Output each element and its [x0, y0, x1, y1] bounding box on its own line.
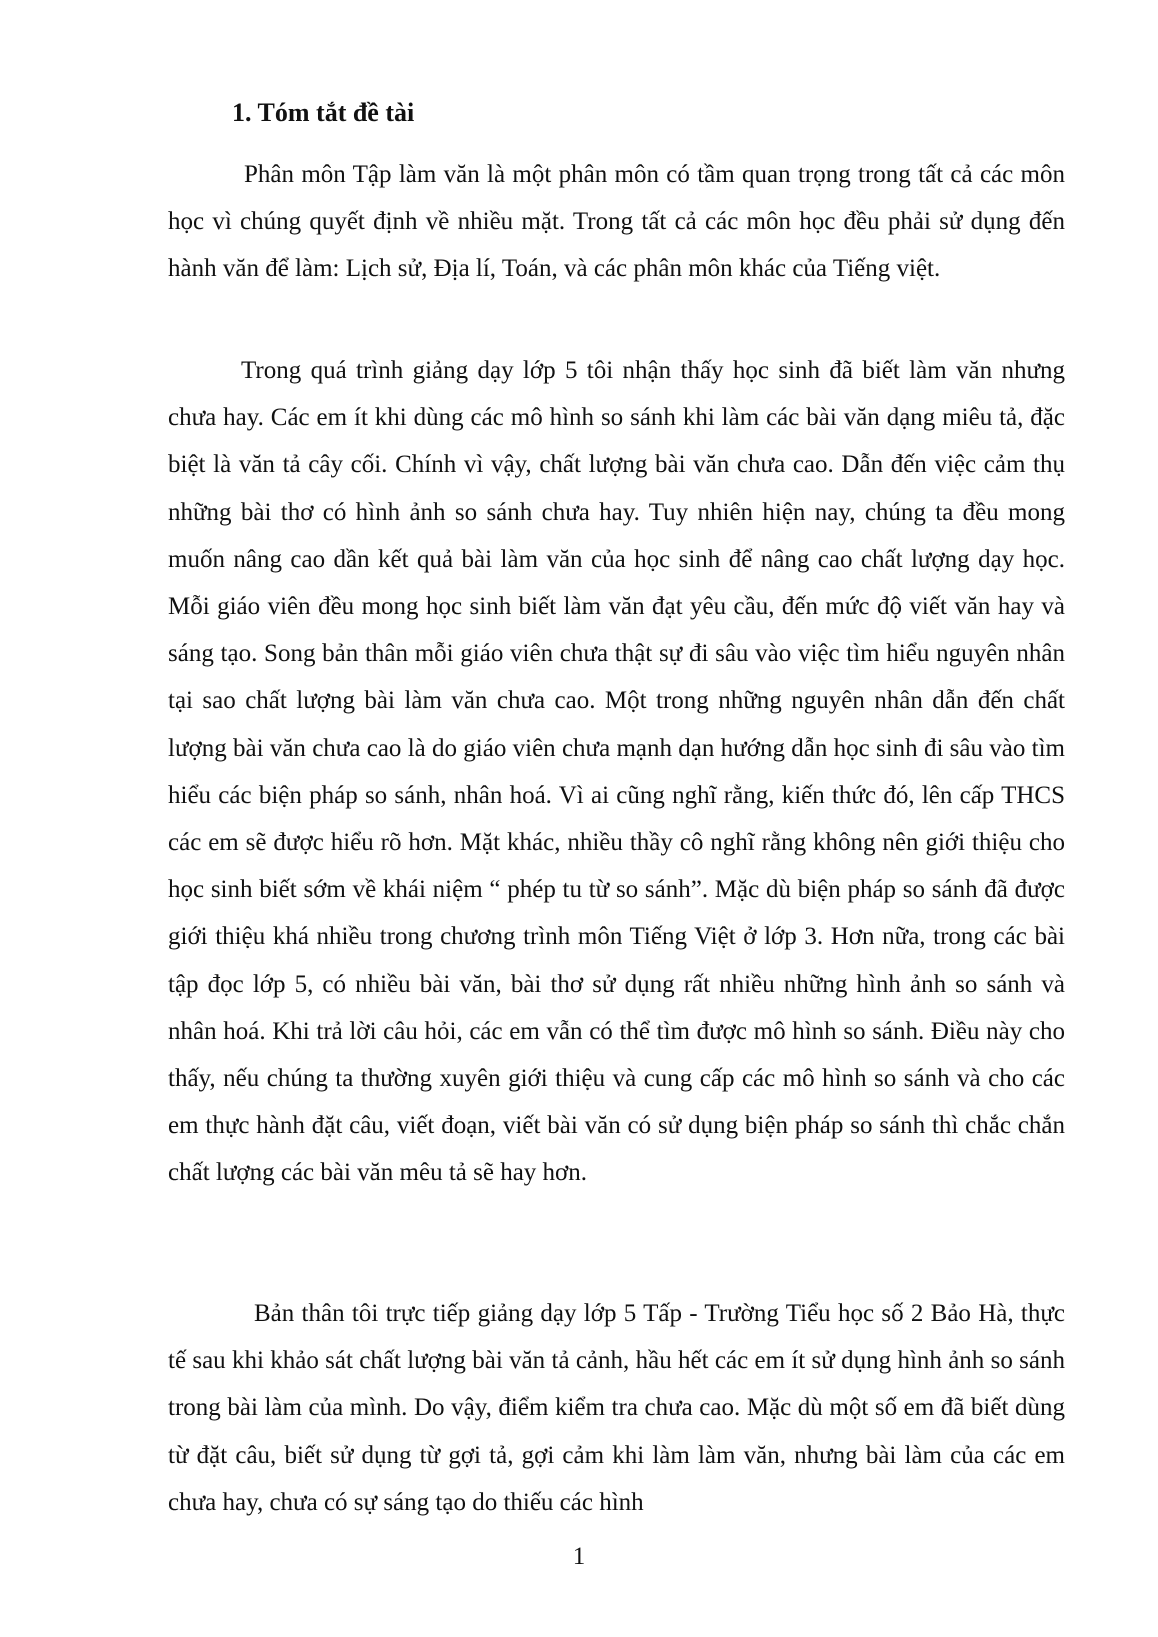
section-heading: 1. Tóm tắt đề tài: [232, 98, 415, 127]
paragraph-1: Phân môn Tập làm văn là một phân môn có tầm quan trọng trong tất cả các môn học vì chúng quyết định về nhiều mặt. Trong tất cả các môn học đều phải sử dụng đến hành văn để làm: Lịch sử, Địa lí, Toán, và các phân môn khác của Tiếng việt.: [168, 161, 1065, 283]
paragraph-2: Trong quá trình giảng dạy lớp 5 tôi nhận thấy học sinh đã biết làm văn nhưng chưa hay. Các em ít khi dùng các mô hình so sánh khi làm các bài văn dạng miêu tả, đặc biệt là văn tả cây cối. Chính vì vậy, chất lượng bài văn chưa cao. Dẫn đến việc cảm thụ những bài thơ có hình ảnh so sánh chưa hay. Tuy nhiên hiện nay, chúng ta đều mong muốn nâng cao dần kết quả bài làm văn của học sinh để nâng cao chất lượng dạy học. Mỗi giáo viên đều mong học sinh biết làm văn đạt yêu cầu, đến mức độ viết văn hay và sáng tạo. Song bản thân mỗi giáo viên chưa thật sự đi sâu vào việc tìm hiểu nguyên nhân tại sao chất lượng bài làm văn chưa cao. Một trong những nguyên nhân dẫn đến chất lượng bài văn chưa cao là do giáo viên chưa mạnh dạn hướng dẫn học sinh đi sâu vào tìm hiểu các biện pháp so sánh, nhân hoá. Vì ai cũng nghĩ rằng, kiến thức đó, lên cấp THCS các em sẽ được hiểu rõ hơn. Mặt khác, nhiều thầy cô nghĩ rằng không nên giới thiệu cho học sinh biết sớm về khái niệm “ phép tu từ so sánh”. Mặc dù biện pháp so sánh đã được giới thiệu khá nhiều trong chương trình môn Tiếng Việt ở lớp 3. Hơn nữa, trong các bài tập đọc lớp 5, có nhiều bài văn, bài thơ sử dụng rất nhiều những hình ảnh so sánh và nhân hoá. Khi trả lời câu hỏi, các em vẫn có thể tìm được mô hình so sánh. Điều này cho thấy, nếu chúng ta thường xuyên giới thiệu và cung cấp các mô hình so sánh và cho các em thực hành đặt câu, viết đoạn, viết bài văn có sử dụng biện pháp so sánh thì chắc chắn chất lượng các bài văn mêu tả sẽ hay hơn.: [168, 357, 1065, 1187]
paragraph-3: Bản thân tôi trực tiếp giảng dạy lớp 5 Tấp - Trường Tiểu học số 2 Bảo Hà, thực tế sau khi khảo sát chất lượng bài văn tả cảnh, hầu hết các em ít sử dụng hình ảnh so sánh trong bài làm của mình. Do vậy, điểm kiểm tra chưa cao. Mặc dù một số em đã biết dùng từ đặt câu, biết sử dụng từ gợi tả, gợi cảm khi làm làm văn, nhưng bài làm của các em chưa hay, chưa có sự sáng tạo do thiếu các hình: [168, 1300, 1065, 1516]
page-number: 1: [572, 1543, 586, 1570]
